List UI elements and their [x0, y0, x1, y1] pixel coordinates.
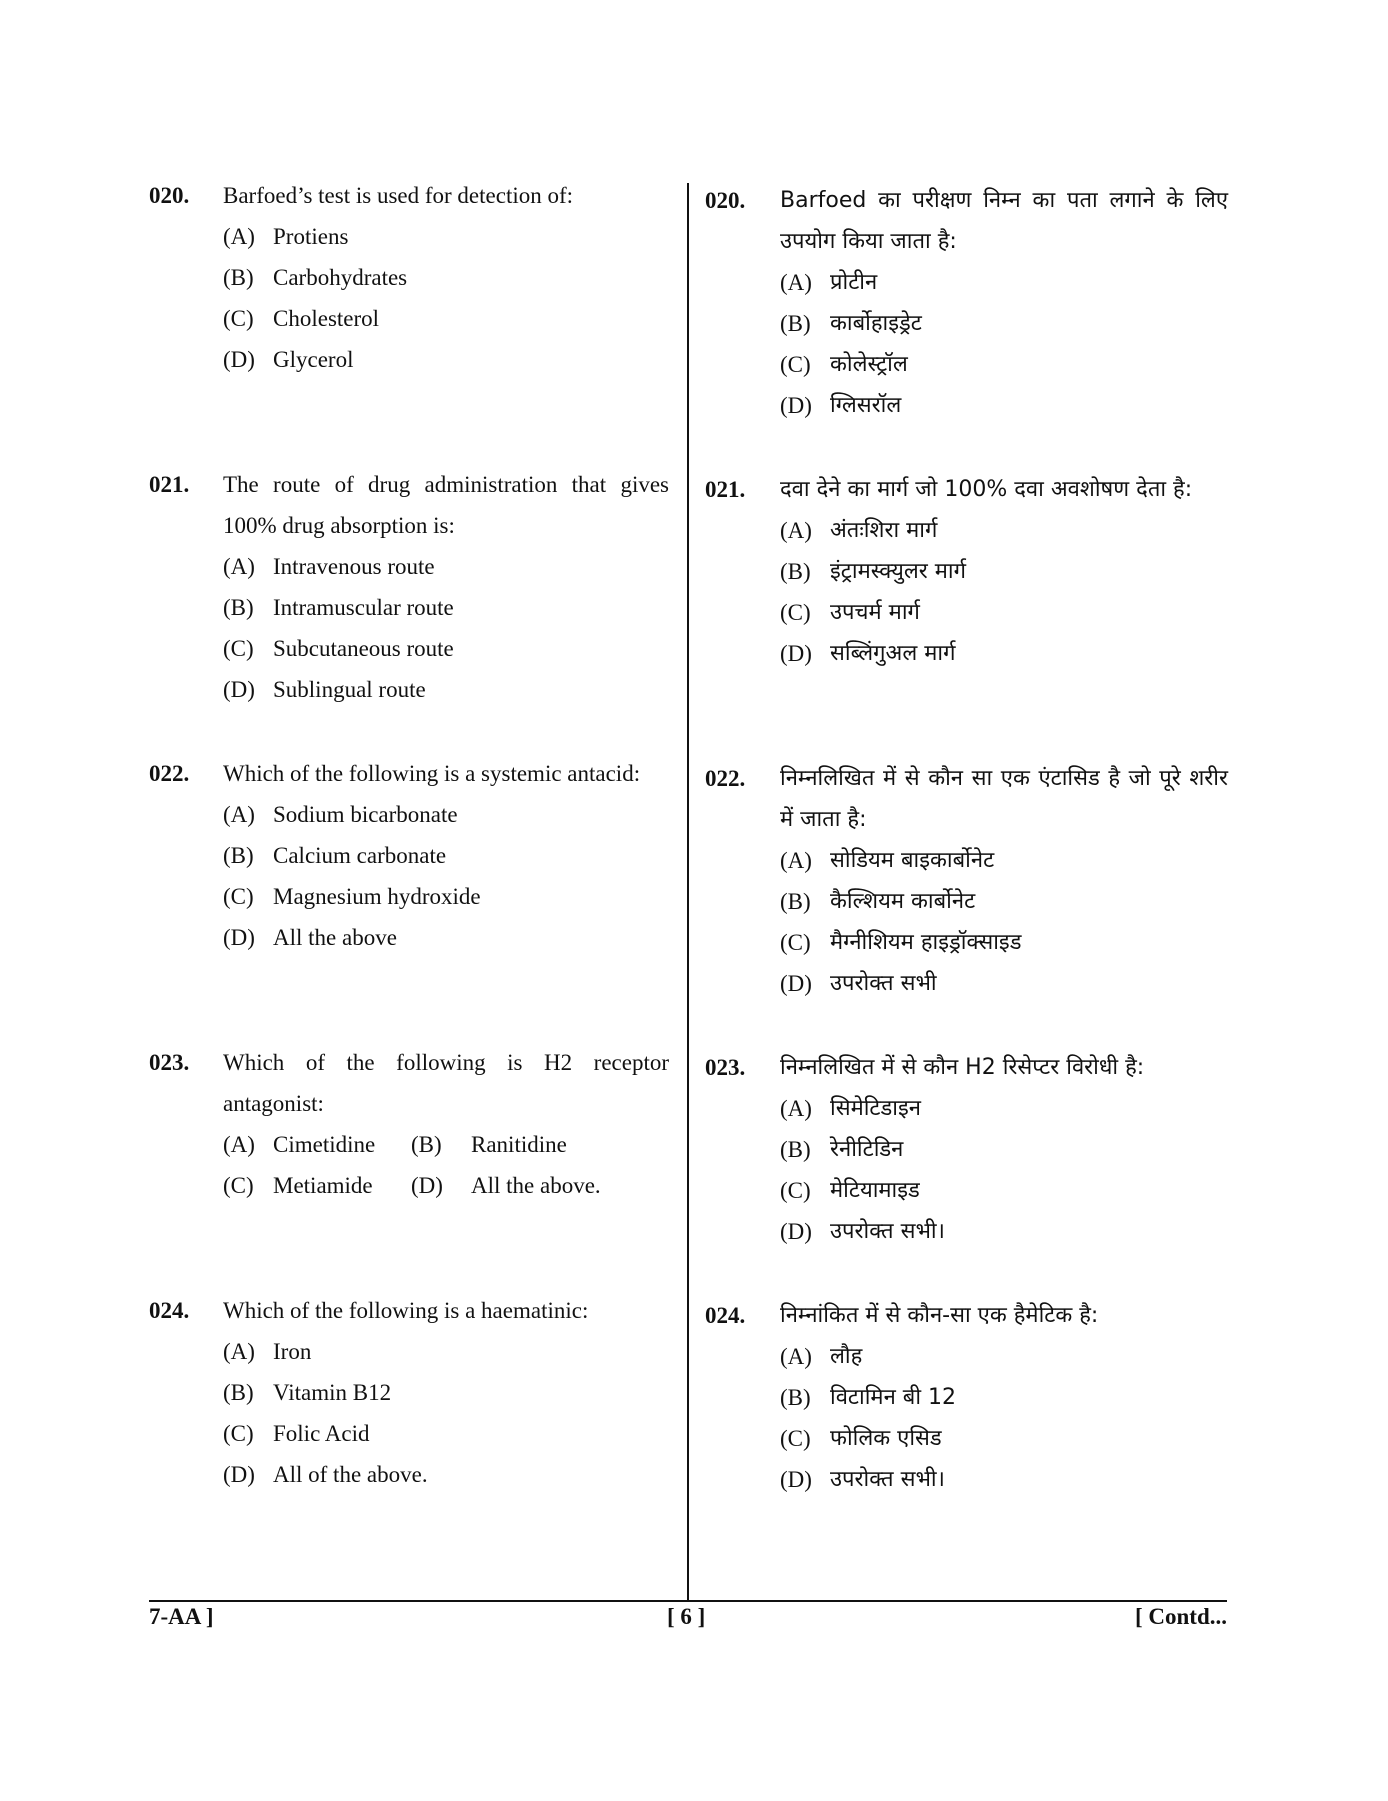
column-divider [687, 183, 689, 1600]
option-a [223, 1331, 669, 1372]
option-text: Vitamin B12 [273, 1380, 392, 1405]
option-text: Subcutaneous route [273, 636, 454, 661]
question-020-hi [705, 180, 1228, 426]
option-text: Sublingual route [273, 677, 426, 702]
option-letter: (C) [780, 352, 811, 377]
page-number: [ 6 ] [667, 1604, 706, 1629]
option-text: सिमेटिडाइन [830, 1096, 921, 1121]
option-text: उपचर्म मार्ग [830, 600, 920, 625]
option-d [780, 633, 1228, 674]
option-d [223, 669, 669, 710]
option-letter: (B) [223, 1380, 254, 1405]
option-text: Ranitidine [471, 1132, 567, 1157]
option-letter: (A) [223, 554, 255, 579]
option-c [780, 344, 1228, 385]
option-letter: (B) [411, 1132, 442, 1157]
option-c [223, 1165, 411, 1206]
option-text: प्रोटीन [830, 270, 878, 295]
options-list [223, 546, 669, 710]
option-b [223, 835, 669, 876]
option-text: रेनीटिडिन [830, 1137, 904, 1162]
option-letter: (D) [780, 1219, 812, 1244]
option-letter: (A) [223, 1132, 255, 1157]
option-d [223, 339, 669, 380]
question-text: Barfoed का परीक्षण निम्न का पता लगाने के लिए उपयोग किया जाता है: [780, 188, 1228, 254]
option-row [223, 1165, 669, 1206]
option-text: कैल्शियम कार्बोनेट [830, 889, 976, 914]
question-number: 023. [149, 1050, 190, 1075]
option-text: कार्बोहाइड्रेट [830, 311, 922, 336]
option-c [780, 922, 1228, 963]
option-letter: (B) [780, 1385, 811, 1410]
option-c [223, 628, 669, 669]
option-d [780, 1211, 1228, 1252]
option-a [223, 216, 669, 257]
option-text: ग्लिसरॉल [830, 393, 902, 418]
option-letter: (C) [780, 1426, 811, 1451]
option-a [223, 546, 669, 587]
question-023-en [149, 1042, 669, 1206]
options-list [780, 510, 1228, 674]
option-letter: (A) [780, 1096, 812, 1121]
option-c [223, 876, 669, 917]
question-text: Barfoed’s test is used for detection of: [223, 183, 574, 208]
question-024-en [149, 1290, 669, 1495]
option-a [780, 1088, 1228, 1129]
option-text: सोडियम बाइकार्बोनेट [830, 848, 995, 873]
option-letter: (D) [223, 677, 255, 702]
options-list [780, 840, 1228, 1004]
option-letter: (D) [223, 347, 255, 372]
option-d [411, 1165, 601, 1206]
option-text: Folic Acid [273, 1421, 370, 1446]
option-b [780, 1377, 1228, 1418]
option-letter: (A) [780, 848, 812, 873]
option-b [780, 1129, 1228, 1170]
booklet-code: 7-AA ] [149, 1604, 214, 1629]
options-list [780, 262, 1228, 426]
question-number: 021. [705, 477, 746, 502]
option-letter: (D) [780, 971, 812, 996]
option-d [223, 917, 669, 958]
option-a [780, 840, 1228, 881]
option-letter: (B) [780, 311, 811, 336]
question-022-en [149, 753, 669, 958]
option-text: इंट्रामस्क्युलर मार्ग [830, 559, 966, 584]
option-b [780, 551, 1228, 592]
option-a [223, 794, 669, 835]
question-020-en [149, 175, 669, 380]
option-letter: (B) [223, 843, 254, 868]
question-text: Which of the following is a systemic antacid: [223, 761, 641, 786]
option-text: उपरोक्त सभी [830, 971, 937, 996]
option-text: कोलेस्ट्रॉल [830, 352, 908, 377]
question-text: दवा देने का मार्ग जो 100% दवा अवशोषण देता है: [780, 477, 1193, 502]
continued-label: [ Contd... [1134, 1604, 1227, 1629]
option-text: फोलिक एसिड [830, 1426, 942, 1451]
option-letter: (B) [223, 595, 254, 620]
option-b [223, 587, 669, 628]
question-023-hi [705, 1047, 1228, 1252]
option-letter: (A) [223, 224, 255, 249]
option-text: अंतःशिरा मार्ग [830, 518, 938, 543]
question-number: 020. [705, 188, 746, 213]
option-a [780, 510, 1228, 551]
question-text: निम्नलिखित में से कौन सा एक एंटासिड है जो पूरे शरीर में जाता है: [780, 766, 1228, 832]
option-letter: (C) [223, 884, 254, 909]
option-text: Calcium carbonate [273, 843, 447, 868]
option-text: Protiens [273, 224, 349, 249]
option-text: विटामिन बी 12 [830, 1385, 957, 1410]
question-021-hi [705, 469, 1228, 674]
question-text: निम्नांकित में से कौन-सा एक हैमेटिक है: [780, 1303, 1099, 1328]
option-text: Sodium bicarbonate [273, 802, 458, 827]
option-text: मैग्नीशियम हाइड्रॉक्साइड [830, 930, 1022, 955]
option-text: Glycerol [273, 347, 354, 372]
options-list [223, 1124, 669, 1206]
option-text: Iron [273, 1339, 312, 1364]
option-text: Metiamide [273, 1173, 373, 1198]
option-text: सब्लिंगुअल मार्ग [830, 641, 956, 666]
option-letter: (A) [780, 518, 812, 543]
option-letter: (D) [411, 1173, 443, 1198]
option-c [223, 1413, 669, 1454]
option-letter: (C) [223, 1421, 254, 1446]
option-a [780, 1336, 1228, 1377]
question-number: 021. [149, 472, 190, 497]
option-letter: (C) [780, 600, 811, 625]
option-d [223, 1454, 669, 1495]
question-text: Which of the following is a haematinic: [223, 1298, 589, 1323]
option-letter: (D) [223, 925, 255, 950]
option-letter: (D) [780, 641, 812, 666]
question-number: 022. [149, 761, 190, 786]
option-row [223, 1124, 669, 1165]
question-text: निम्नलिखित में से कौन H2 रिसेप्टर विरोधी है: [780, 1055, 1145, 1080]
option-text: All the above [273, 925, 397, 950]
option-text: मेटियामाइड [830, 1178, 920, 1203]
option-text: All of the above. [273, 1462, 428, 1487]
option-d [780, 963, 1228, 1004]
option-text: Cimetidine [273, 1132, 376, 1157]
option-letter: (D) [223, 1462, 255, 1487]
option-letter: (B) [780, 889, 811, 914]
option-text: Carbohydrates [273, 265, 408, 290]
question-text: Which of the following is H2 receptor antagonist: [223, 1050, 669, 1116]
option-text: उपरोक्त सभी। [830, 1467, 945, 1492]
option-c [780, 1170, 1228, 1211]
option-letter: (C) [780, 1178, 811, 1203]
option-d [780, 385, 1228, 426]
option-text: Intramuscular route [273, 595, 454, 620]
options-list [223, 216, 669, 380]
option-letter: (B) [780, 1137, 811, 1162]
option-letter: (A) [223, 802, 255, 827]
options-list [780, 1336, 1228, 1500]
option-text: All the above. [471, 1173, 601, 1198]
option-c [780, 592, 1228, 633]
option-letter: (B) [780, 559, 811, 584]
footer-rule [149, 1600, 1227, 1602]
question-021-en [149, 464, 669, 710]
option-d [780, 1459, 1228, 1500]
option-letter: (A) [780, 1344, 812, 1369]
question-024-hi [705, 1295, 1228, 1500]
options-list [223, 1331, 669, 1495]
option-a [780, 262, 1228, 303]
option-letter: (C) [223, 306, 254, 331]
question-number: 022. [705, 766, 746, 791]
option-letter: (A) [223, 1339, 255, 1364]
option-b [411, 1124, 567, 1165]
question-number: 024. [149, 1298, 190, 1323]
option-c [780, 1418, 1228, 1459]
option-letter: (D) [780, 1467, 812, 1492]
option-letter: (A) [780, 270, 812, 295]
option-b [780, 881, 1228, 922]
option-text: Magnesium hydroxide [273, 884, 481, 909]
option-letter: (C) [223, 636, 254, 661]
option-letter: (D) [780, 393, 812, 418]
options-list [223, 794, 669, 958]
option-text: Intravenous route [273, 554, 435, 579]
option-b [223, 1372, 669, 1413]
question-text: The route of drug administration that gives 100% drug absorption is: [223, 472, 669, 538]
question-number: 020. [149, 183, 190, 208]
option-b [780, 303, 1228, 344]
option-a [223, 1124, 411, 1165]
option-c [223, 298, 669, 339]
question-number: 023. [705, 1055, 746, 1080]
option-letter: (C) [223, 1173, 254, 1198]
option-text: लौह [830, 1344, 863, 1369]
option-text: उपरोक्त सभी। [830, 1219, 945, 1244]
option-b [223, 257, 669, 298]
question-number: 024. [705, 1303, 746, 1328]
option-text: Cholesterol [273, 306, 380, 331]
option-letter: (B) [223, 265, 254, 290]
question-022-hi [705, 758, 1228, 1004]
options-list [780, 1088, 1228, 1252]
option-letter: (C) [780, 930, 811, 955]
